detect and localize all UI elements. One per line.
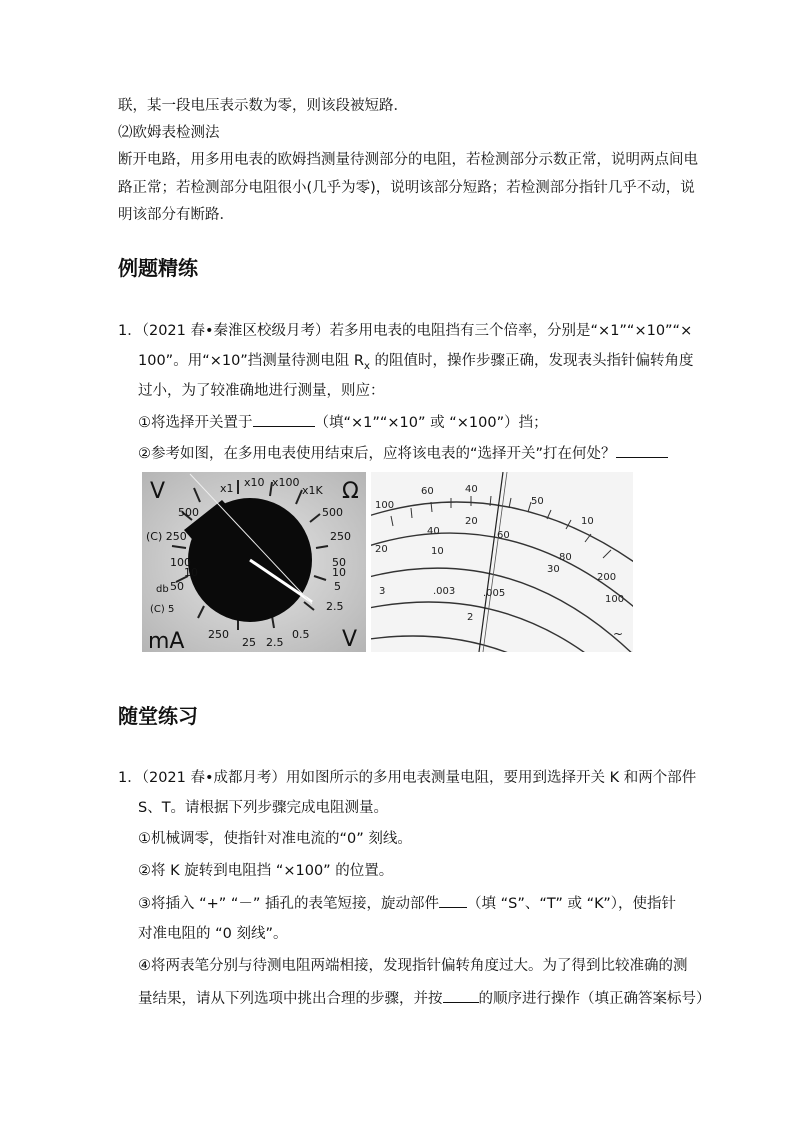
scale-label: 2 — [467, 612, 474, 623]
question-text: ②参考如图，在多用电表使用结束后，应将该电表的“选择开关”打在何处？ — [138, 446, 616, 462]
scale-label: 200 — [597, 572, 617, 583]
dial-label: V — [342, 627, 358, 652]
question-line: 过小，为了较准确地进行测量，则应： — [138, 383, 385, 399]
dial-label: mA — [148, 629, 185, 652]
meter-scale-photo — [371, 472, 633, 652]
scale-label: 60 — [421, 486, 434, 497]
scale-label: 100 — [375, 500, 395, 511]
subscript: x — [364, 360, 370, 372]
scale-label: 100 — [605, 594, 625, 605]
scale-label: 10 — [581, 516, 594, 527]
dial-label: 100 — [170, 556, 191, 569]
question-text: ③将插入 “+” “－” 插孔的表笔短接，旋动部件 — [138, 896, 440, 912]
dial-label: 10 — [332, 566, 346, 579]
text-line: 断开电路，用多用电表的欧姆挡测量待测部分的电阻，若检测部分示数正常，说明两点间电 — [118, 152, 698, 168]
selector-dial-photo — [142, 472, 366, 652]
scale-label: 10 — [431, 546, 444, 557]
question-text: 的阻值时，操作步骤正确，发现表头指针偏转角度 — [369, 353, 694, 369]
dial-label: 250 — [330, 530, 351, 543]
section-heading: 随堂练习 — [118, 704, 198, 728]
dial-label: x1 — [220, 482, 234, 495]
dial-label: 50 — [332, 556, 346, 569]
dial-label: 5 — [334, 580, 341, 593]
text-line: 明该部分有断路． — [118, 207, 234, 223]
question-line: 1．（2021 春•秦淮区校级月考）若多用电表的电阻挡有三个倍率，分别是“×1”“×10”“× — [118, 323, 693, 339]
text-line: ⑵欧姆表检测法 — [118, 125, 220, 141]
answer-blank[interactable] — [443, 988, 479, 1003]
question-item — [138, 443, 668, 464]
dial-svg — [142, 472, 366, 652]
answer-blank[interactable] — [439, 893, 467, 908]
dial-label: 0.5 — [292, 628, 310, 641]
text-line: 路正常；若检测部分电阻很小(几乎为零)，说明该部分短路；若检测部分指针几乎不动，说 — [118, 180, 695, 196]
scale-label: 3 — [379, 586, 386, 597]
dial-label: Ω — [342, 479, 359, 504]
dial-label: (C) 250 — [146, 530, 187, 543]
dial-label: x100 — [272, 476, 300, 489]
question-line — [138, 351, 694, 377]
dial-label: x10 — [244, 476, 265, 489]
answer-blank[interactable] — [253, 412, 315, 427]
dial-label: 500 — [178, 506, 199, 519]
dial-label: 10 — [184, 566, 198, 579]
scale-label: 60 — [497, 530, 510, 541]
question-step: ②将 K 旋转到电阻挡 “×100” 的位置。 — [138, 863, 394, 879]
section-heading: 例题精练 — [118, 256, 198, 280]
dial-label: 250 — [208, 628, 229, 641]
dial-label: 2.5 — [326, 600, 344, 613]
scale-label: 30 — [547, 564, 560, 575]
dial-label: x1K — [302, 484, 323, 497]
question-line: 1．（2021 春•成都月考）用如图所示的多用电表测量电阻，要用到选择开关 K 和两个部件 — [118, 770, 697, 786]
dial-label: V — [150, 479, 166, 504]
dial-label: 50 — [170, 580, 184, 593]
dial-label: 25 — [242, 636, 256, 649]
scale-label: 40 — [427, 526, 440, 537]
answer-blank[interactable] — [616, 443, 668, 458]
question-text: （填“×1”“×10” 或 “×100”）挡； — [314, 415, 548, 431]
scale-label: .005 — [483, 588, 506, 599]
text-line: 联，某一段电压表示数为零，则该段被短路． — [118, 98, 408, 114]
scale-label: 40 — [465, 484, 478, 495]
question-step: 对准电阻的 “0 刻线”。 — [138, 926, 288, 942]
scale-label: 80 — [559, 552, 572, 563]
dial-label: 500 — [322, 506, 343, 519]
question-step — [138, 988, 711, 1009]
scale-label: ~ — [613, 627, 624, 641]
question-step: ①机械调零，使指针对准电流的“0” 刻线。 — [138, 831, 412, 847]
dial-label: db — [156, 584, 169, 595]
question-text: （填 “S”、“T” 或 “K”），使指针 — [467, 896, 676, 912]
question-text: 量结果，请从下列选项中挑出合理的步骤，并按 — [138, 991, 443, 1007]
question-text: 的顺序进行操作（填正确答案标号） — [478, 991, 711, 1007]
scale-label: 20 — [375, 544, 388, 555]
dial-label: 2.5 — [266, 636, 284, 649]
question-step — [138, 893, 676, 914]
question-text: 100”。用“×10”挡测量待测电阻 R — [138, 353, 364, 369]
dial-label: (C) 5 — [150, 604, 175, 615]
scale-label: 20 — [465, 516, 478, 527]
scale-svg — [371, 472, 633, 652]
scale-label: .003 — [433, 586, 456, 597]
question-step: ④将两表笔分别与待测电阻两端相接，发现指针偏转角度过大。为了得到比较准确的测 — [138, 958, 688, 974]
question-line: S、T。请根据下列步骤完成电阻测量。 — [138, 800, 389, 816]
question-item — [138, 412, 548, 433]
scale-label: 50 — [531, 496, 544, 507]
question-text: ①将选择开关置于 — [138, 415, 253, 431]
